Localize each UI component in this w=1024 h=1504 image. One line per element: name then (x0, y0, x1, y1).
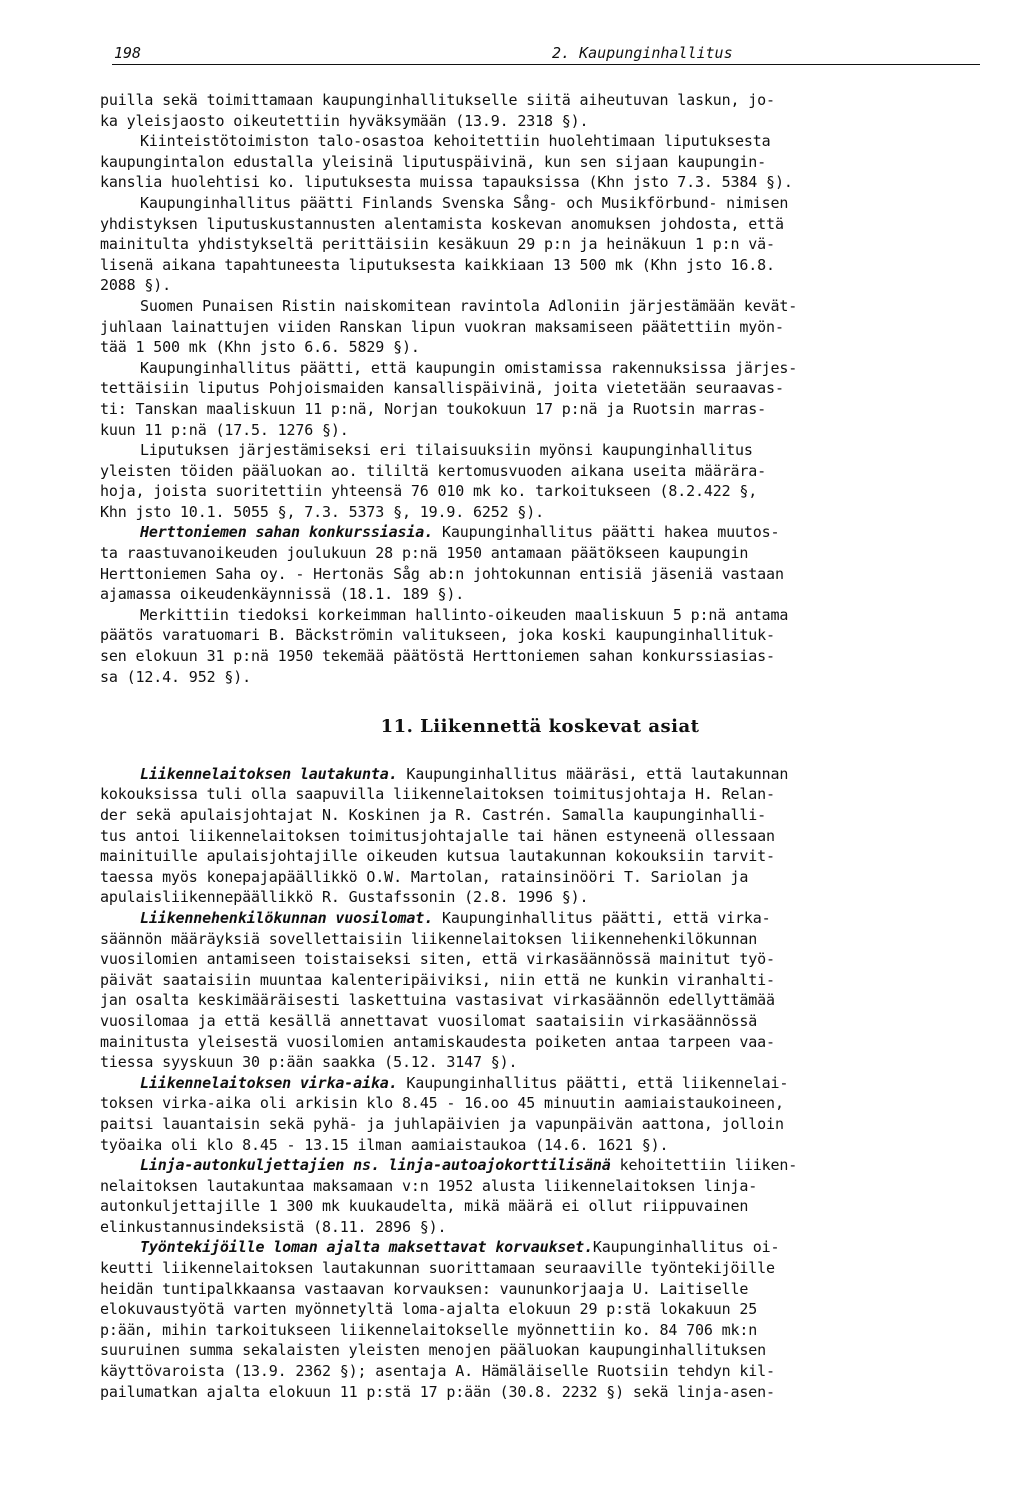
entry (100, 908, 980, 1073)
paragraph: Liputuksen järjestämiseksi eri tilaisuuksiin myönsi kaupunginhallitus yleisten töiden pääluokan ao. tililtä kertomusvuoden aikana useita määrära- hoja, joista suoritettiin yhteensä 76 010 mk ko. tarkoitukseen (8.2.422 §, Khn jsto 10.1. 5055 §, 7.3. 5373 §, 19.9. 6252 §). (100, 441, 767, 521)
section-heading: 11. Liikennettä koskevat asiat (380, 716, 700, 738)
entry-text: Kaupunginhallitus oi- keutti liikennelaitoksen lautakunnan suorittamaan seuraaville työntekijöille heidän tuntipalkkaansa vastaavan korvauksen: vaununkorjaaja U. Laitiselle elokuvaustyötä varten myönnetyltä loma-ajalta elokuun 29 p:stä lokakuun 25 p:ään, mihin tarkoitukseen liikennelaitokselle myönnettiin ko. 84 706 mk:n suuruinen summa sekalaisten yleisten menojen pääluokan kaupunginhallituksen käyttövaroista (13.9. 2362 §); asentaja A. Hämäläiselle Ruotsiin tehdyn kil- pailumatkan ajalta elokuun 11 p:stä 17 p:ään (30.8. 2232 §) sekä linja-asen- (100, 1238, 780, 1401)
paragraph: Kiinteistötoimiston talo-osastoa kehoitettiin huolehtimaan liputuksesta kaupungintalon edustalla yleisinä liputuspäivinä, kun sen sijaan kaupungin- kanslia huolehtisi ko. liputuksesta muissa tapauksissa (Khn jsto 7.3. 5384 §). (100, 132, 793, 192)
page-header (100, 40, 980, 64)
paragraph-herttoniemi (100, 522, 980, 604)
entry-title: Liikennelaitoksen lautakunta. (140, 764, 398, 783)
entry-title: Liikennelaitoksen virka-aika. (140, 1073, 398, 1092)
page-body (100, 90, 980, 1402)
entry-text: Kaupunginhallitus päätti hakea muutos- ta raastuvanoikeuden joulukuun 28 p:nä 1950 antamaan päätökseen kaupungin Herttoniemen Saha oy. - Hertonäs Såg ab:n johtokunnan entisiä jäseniä vastaan ajamassa oikeudenkäynnissä (18.1. 189 §). (100, 523, 784, 604)
entry-title: Linja-autonkuljettajien ns. linja-autoajokorttilisänä (140, 1156, 611, 1175)
paragraph: puilla sekä toimittamaan kaupunginhallitukselle siitä aiheutuvan laskun, jo- ka yleisjaosto oikeutettiin hyväksymään (13.9. 2318 §). (100, 91, 775, 130)
paragraph: Kaupunginhallitus päätti Finlands Svenska Sång- och Musikförbund- nimisen yhdistyksen liputuskustannusten alentamista koskevan anomuksen johdosta, että mainitulta yhdistykseltä perittäisiin kesäkuun 29 p:n ja heinäkuun 1 p:n vä- lisenä aikana tapahtuneesta liputuksesta kaikkiaan 13 500 mk (Khn jsto 16.8. 2088 §). (100, 193, 789, 295)
paragraph: Suomen Punaisen Ristin naiskomitean ravintola Adloniin järjestämään kevät- juhlaan lainattujen viiden Ranskan lipun vuokran maksamiseen päätettiin myön- tää 1 500 mk (Khn jsto 6.6. 5829 §). (100, 296, 798, 357)
entry (100, 764, 980, 908)
entry-title: Herttoniemen sahan konkurssiasia. (140, 523, 434, 542)
header-rule (112, 64, 980, 65)
entry-title: Liikennehenkilökunnan vuosilomat. (140, 908, 434, 927)
entry-text: kehoitettiin liiken- nelaitoksen lautakuntaa maksamaan v:n 1952 alusta liikennelaitoksen linja- autonkuljettajille 1 300 mk kuukaudelta, mikä määrä ei ollut riippuvainen elinkustannusindeksistä (8.11. 2896 §). (100, 1156, 798, 1236)
entry-title: Työntekijöille loman ajalta maksettavat korvaukset. (140, 1238, 593, 1257)
entry (100, 1237, 980, 1402)
paragraph: Merkittiin tiedoksi korkeimman hallinto-oikeuden maaliskuun 5 p:nä antama päätös varatuomari B. Bäckströmin valitukseen, joka koski kaupunginhallituk- sen elokuun 31 p:nä 1950 tekemää päätöstä Herttoniemen sahan konkurssiasias- sa (12.4. 952 §). (100, 605, 789, 686)
paragraph: Kaupunginhallitus päätti, että kaupungin omistamissa rakennuksissa järjes- tettäisiin liputus Pohjoismaiden kansallispäivinä, joita vietetään seuraavas- ti: Tanskan maaliskuun 11 p:nä, Norjan toukokuun 17 p:nä ja Ruotsin marras- kuun 11 p:nä (17.5. 1276 §). (100, 358, 798, 439)
entry-text: Kaupunginhallitus päätti, että virka- säännön määräyksiä sovellettaisiin liikennelaitoksen liikennehenkilökunnan vuosilomien antamiseen toistaiseksi siten, että virkasäännössä mainitut työ- päivät saataisiin muuntaa kalenteripäiviksi, niin että ne kunkin viranhalti- jan osalta keskimääräisesti laskettuina vastasivat virkasäännön edellyttämää vuosilomaa ja että kesällä annettavat vuosilomat saataisiin virkasäännössä mainitusta yleisestä vuosilomien antamiskaudesta poiketen antaa tarpeen vaa- tiessa syyskuun 30 p:ään saakka (5.12. 3147 §). (100, 908, 775, 1072)
entry (100, 1073, 980, 1155)
document-page (100, 40, 980, 1402)
running-head: 2. Kaupunginhallitus (552, 44, 733, 62)
entry-text: Kaupunginhallitus määräsi, että lautakunnan kokouksissa tuli olla saapuvilla liikennelaitoksen toimitusjohtaja H. Relan- der sekä apulaisjohtajat N. Koskinen ja R. Castrén. Samalla kaupunginhalli- tus antoi liikennelaitoksen toimitusjohtajalle tai hänen estyneenä ollessaan mainituille apulaisjohtajille oikeuden kutsua lautakunnan kokouksiin tarvit- taessa myös konepajapäällikkö O.W. Martolan, ratainsinööri T. Sariolan ja apulaisliikennepäällikkö R. Gustafssonin (2.8. 1996 §). (100, 764, 789, 907)
page-number: 198 (114, 44, 142, 62)
entry-text: Kaupunginhallitus päätti, että liikennelai- toksen virka-aika oli arkisin klo 8.45 - 16.oo 45 minuutin aamiaistaukoineen, paitsi lauantaisin sekä pyhä- ja juhlapäivien ja vapunpäivän aattona, jolloin työaika oli klo 8.45 - 13.15 ilman aamiaistaukoa (14.6. 1621 §). (100, 1073, 789, 1154)
entry (100, 1155, 980, 1237)
